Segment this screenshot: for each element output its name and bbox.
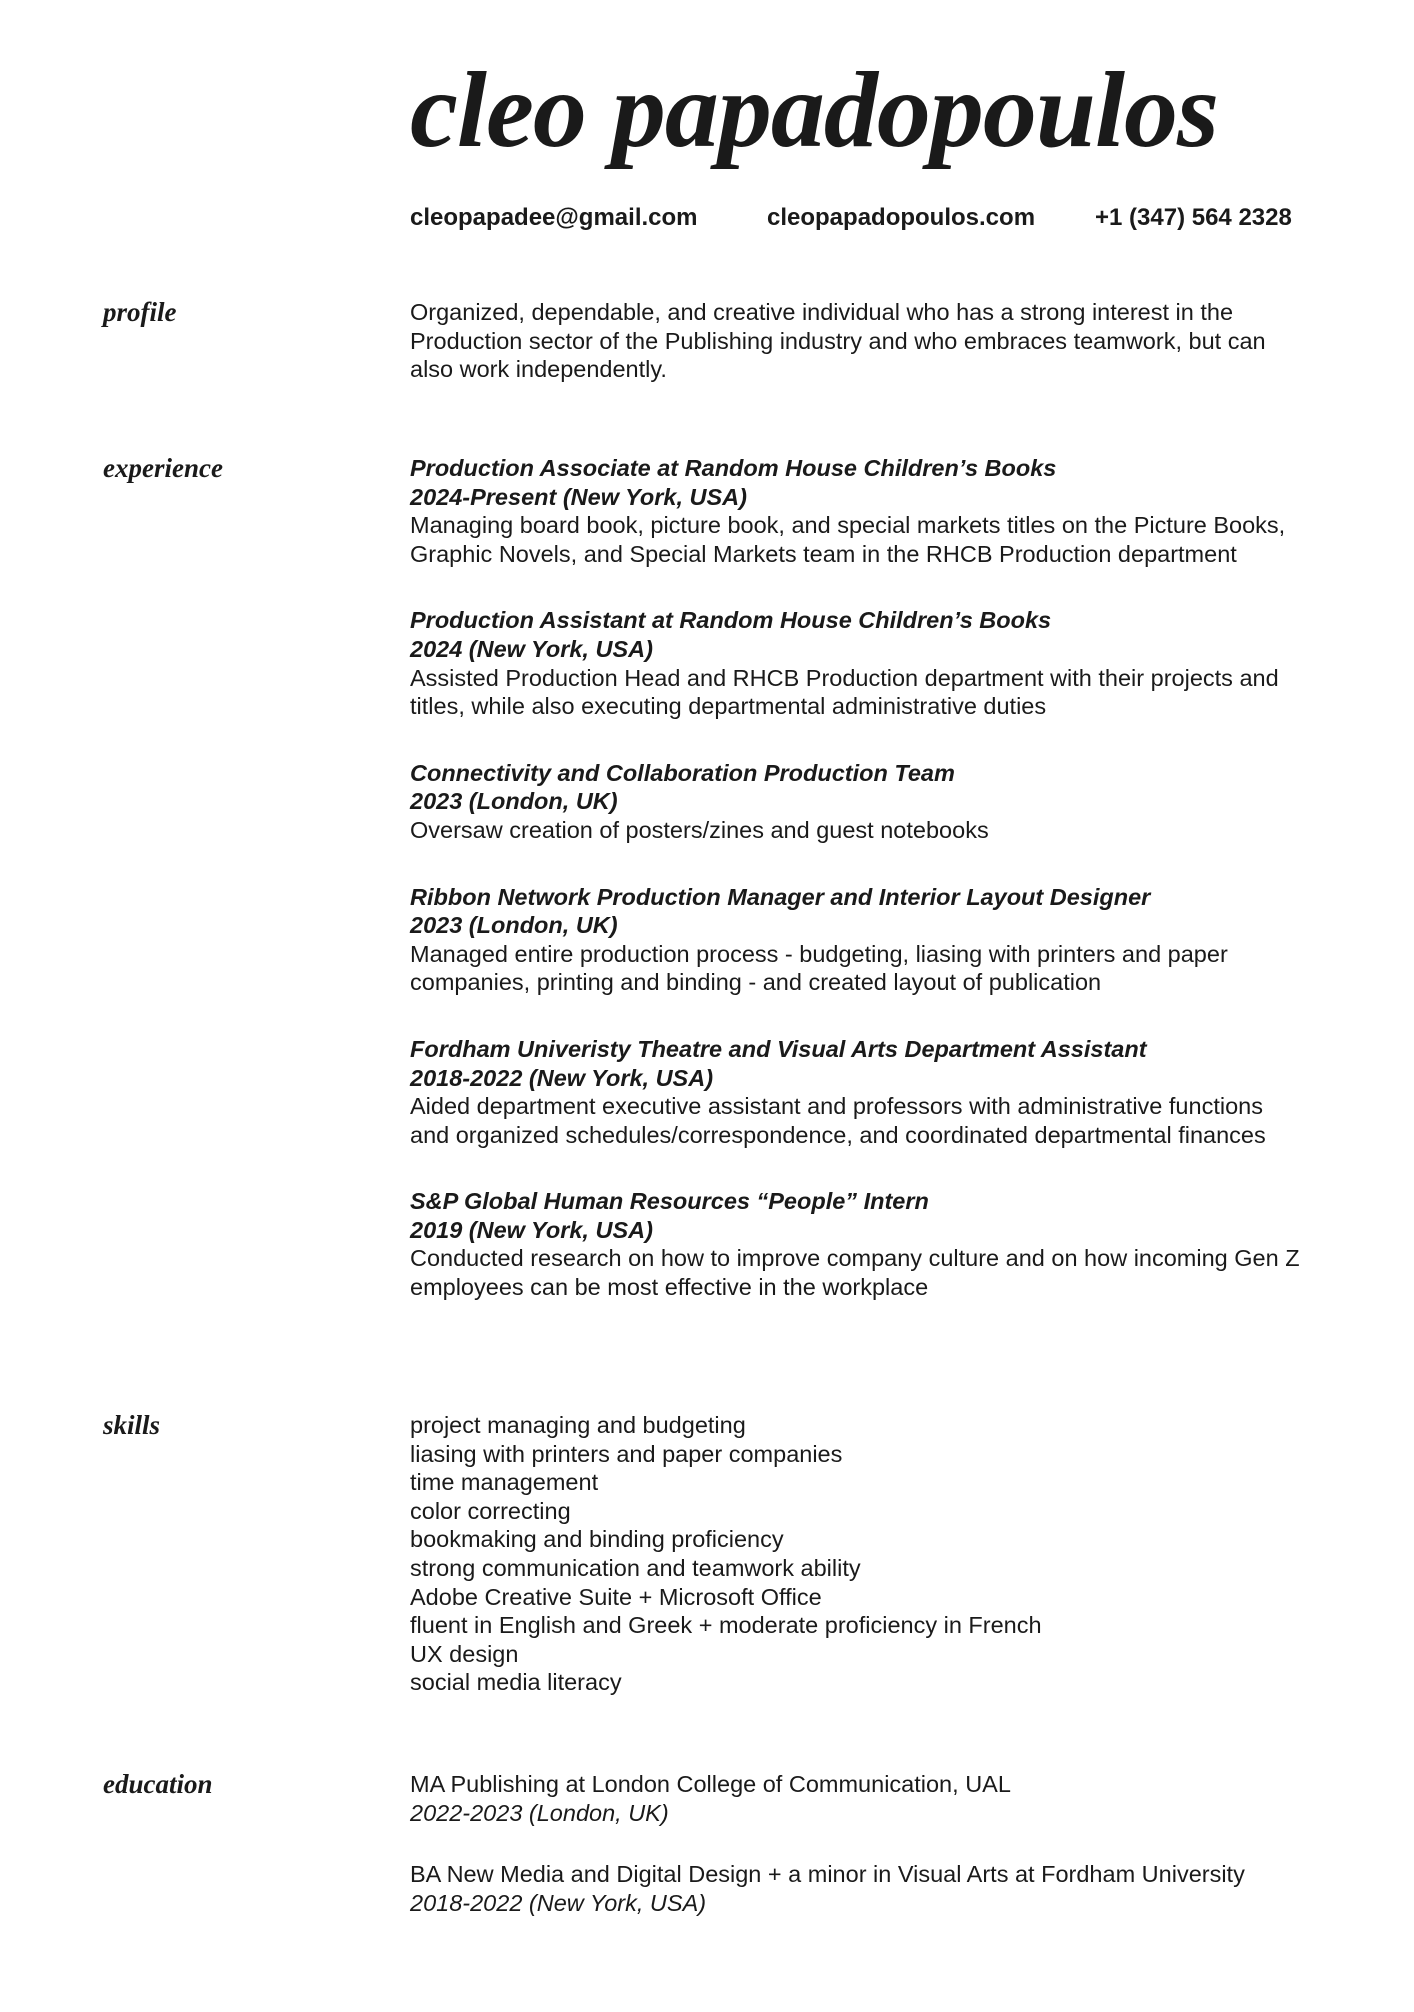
skill-item: project managing and budgeting: [410, 1412, 746, 1438]
profile-text: Organized, dependable, and creative individual who has a strong interest in the Production sector of the Publishing industry and who embraces teamwork, but can also work independently.: [410, 299, 1266, 383]
education-degree: MA Publishing at London College of Communication, UAL: [410, 1771, 1011, 1797]
education-heading: education: [103, 1769, 213, 1799]
contact-phone[interactable]: +1 (347) 564 2328: [1095, 204, 1292, 231]
contact-website[interactable]: cleopapadopoulos.com: [767, 204, 1036, 231]
job-description: Assisted Production Head and RHCB Production department with their projects and titles, while also executing departmental administrative duties: [410, 664, 1279, 720]
education-section: [410, 1770, 1300, 1917]
education-entry: [410, 1770, 1300, 1827]
skills-heading: skills: [103, 1410, 161, 1440]
skill-item: bookmaking and binding proficiency: [410, 1526, 784, 1553]
education-degree: BA New Media and Digital Design + a minor in Visual Arts at Fordham University: [410, 1861, 1245, 1888]
job-dates: 2018-2022 (New York, USA): [410, 1064, 714, 1091]
job-title: Fordham Univeristy Theatre and Visual Arts Department Assistant: [410, 1035, 1147, 1062]
job-description: Aided department executive assistant and professors with administrative functions and organized schedules/correspondence, and coordinated departmental finances: [410, 1093, 1266, 1148]
experience-heading: experience: [103, 453, 223, 483]
job-description: Managed entire production process - budgeting, liasing with printers and paper companies, printing and binding - and created layout of publication: [410, 940, 1228, 996]
job-dates: 2024-Present (New York, USA): [410, 483, 747, 510]
education-dates: 2022-2023 (London, UK): [410, 1799, 669, 1826]
skill-item: social media literacy: [410, 1669, 622, 1696]
experience-entry: [410, 1035, 1300, 1149]
job-title: Connectivity and Collaboration Production Team: [410, 759, 955, 786]
skill-item: fluent in English and Greek + moderate proficiency in French: [410, 1612, 1042, 1639]
experience-section: [410, 454, 1300, 1302]
skill-item: liasing with printers and paper companies: [410, 1440, 843, 1467]
profile-section: [410, 298, 1300, 384]
job-dates: 2019 (New York, USA): [410, 1216, 653, 1243]
job-dates: 2024 (New York, USA): [410, 635, 653, 662]
job-title: Production Assistant at Random House Children’s Books: [410, 607, 1052, 634]
job-dates: 2023 (London, UK): [410, 788, 618, 815]
skill-item: color correcting: [410, 1497, 571, 1524]
job-dates: 2023 (London, UK): [410, 912, 618, 939]
education-entry: [410, 1860, 1300, 1917]
experience-entry: [410, 606, 1300, 720]
job-title: Production Associate at Random House Children’s Books: [410, 455, 1057, 481]
skills-list: [410, 1411, 1300, 1697]
job-description: Conducted research on how to improve company culture and on how incoming Gen Z employees can be most effective in the workplace: [410, 1245, 1300, 1301]
job-description: Oversaw creation of posters/zines and guest notebooks: [410, 816, 989, 843]
experience-entry: [410, 454, 1300, 568]
resume-name: cleo papadopoulos: [410, 51, 1218, 170]
skill-item: time management: [410, 1469, 599, 1496]
job-description: Managing board book, picture book, and special markets titles on the Picture Books, Graphic Novels, and Special Markets team in the RHCB Production department: [410, 512, 1286, 567]
skill-item: strong communication and teamwork ability: [410, 1554, 861, 1581]
job-title: Ribbon Network Production Manager and Interior Layout Designer: [410, 883, 1151, 910]
job-title: S&P Global Human Resources “People” Intern: [410, 1188, 929, 1215]
experience-entry: [410, 883, 1300, 997]
profile-heading: profile: [103, 297, 177, 327]
experience-entry: [410, 759, 1300, 845]
education-dates: 2018-2022 (New York, USA): [410, 1889, 707, 1916]
contact-email[interactable]: cleopapadee@gmail.com: [410, 204, 698, 231]
skill-item: UX design: [410, 1640, 519, 1667]
skills-section: [410, 1411, 1300, 1697]
skill-item: Adobe Creative Suite + Microsoft Office: [410, 1583, 822, 1610]
experience-entry: [410, 1187, 1300, 1301]
